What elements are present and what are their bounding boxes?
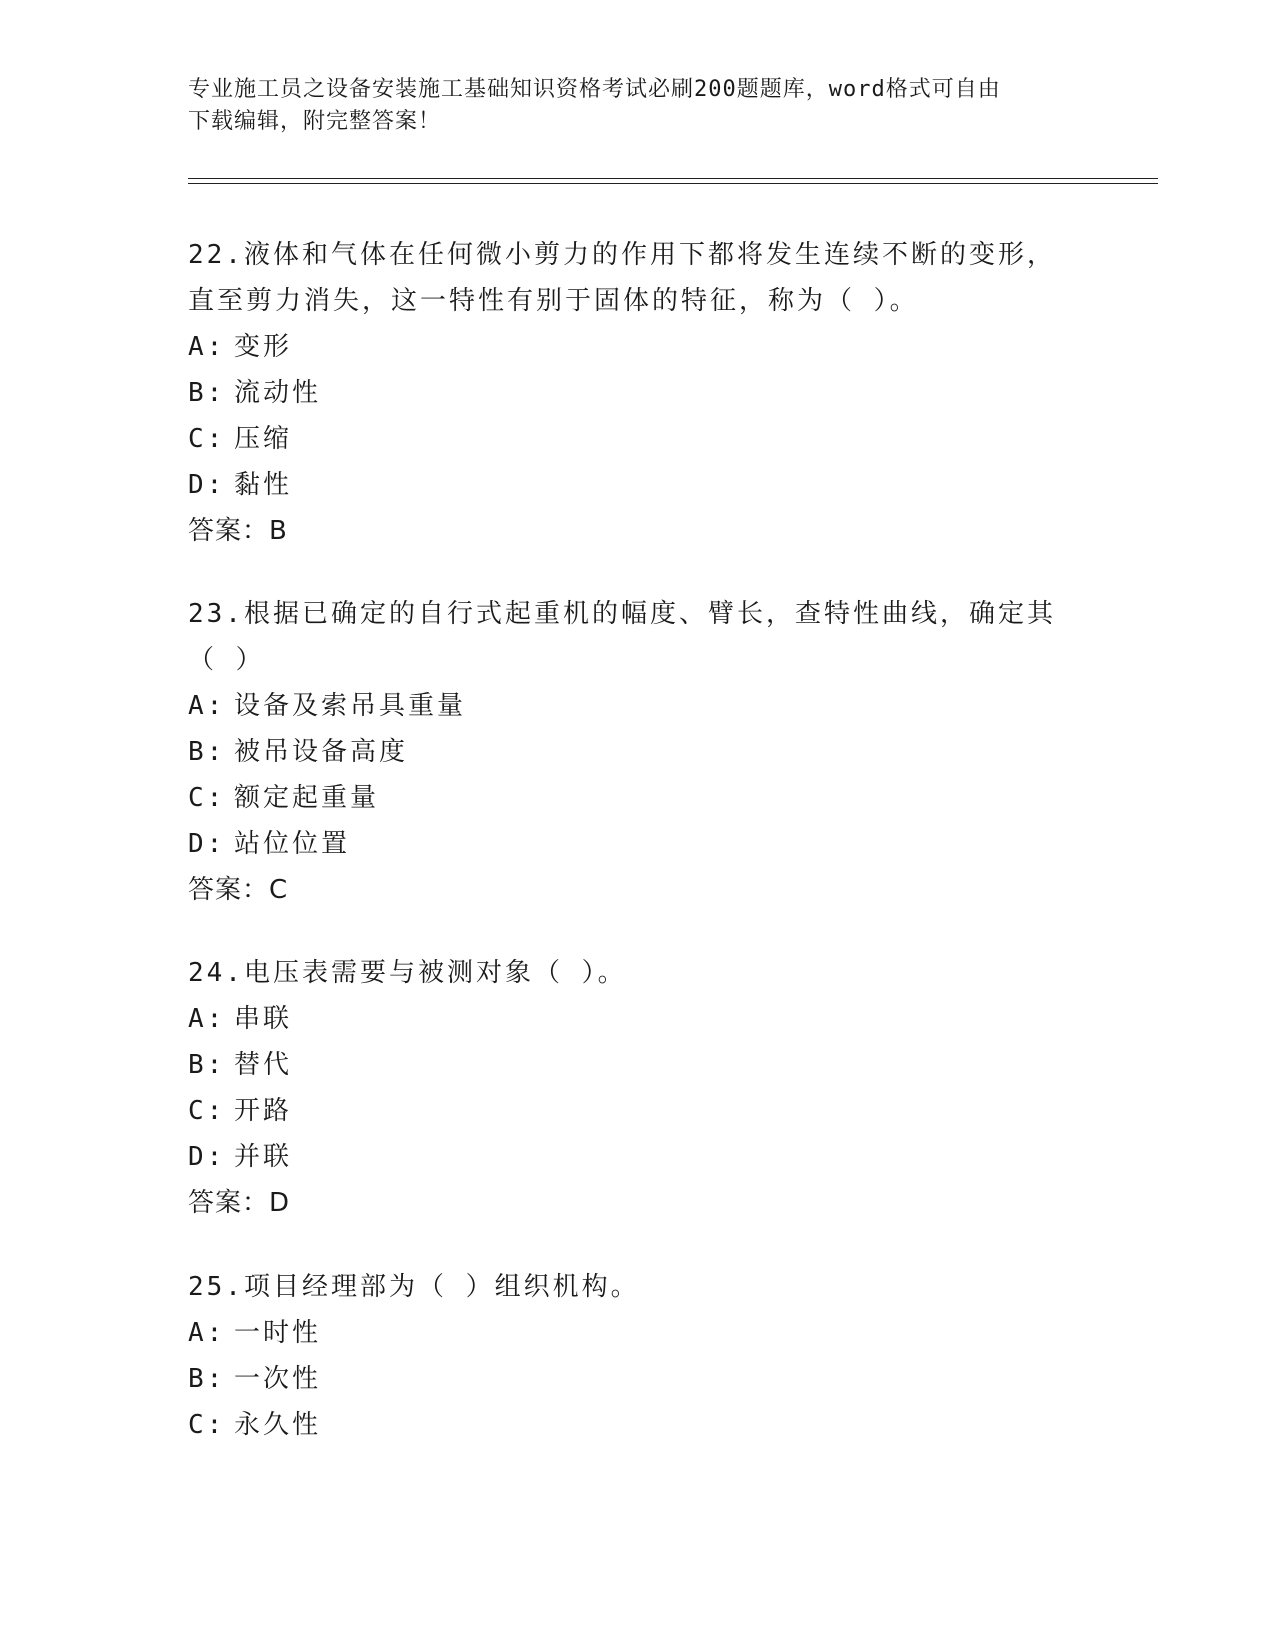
option-text: 额定起重量 <box>234 783 380 813</box>
option-letter: D: <box>188 829 226 859</box>
question-text: 25.项目经理部为（ ）组织机构。 <box>188 1272 640 1302</box>
header-divider-top <box>188 178 1158 179</box>
option-d <box>188 462 1088 508</box>
option-letter: C: <box>188 1410 226 1440</box>
option-letter: B: <box>188 1050 226 1080</box>
option-letter: C: <box>188 783 226 813</box>
option-letter: D: <box>188 1142 226 1172</box>
option-letter: B: <box>188 737 226 767</box>
option-a <box>188 324 1088 370</box>
option-text: 黏性 <box>234 470 293 500</box>
option-letter: A: <box>188 1318 226 1348</box>
option-c <box>188 416 1088 462</box>
option-text: 永久性 <box>234 1410 322 1440</box>
option-letter: A: <box>188 691 226 721</box>
option-d <box>188 1134 1088 1180</box>
option-text: 变形 <box>234 332 293 362</box>
header-line-1: 专业施工员之设备安装施工基础知识资格考试必刷200题题库，word格式可自由 <box>188 77 1001 102</box>
option-b <box>188 729 1088 775</box>
option-letter: B: <box>188 1364 226 1394</box>
option-text: 设备及索吊具重量 <box>234 691 467 721</box>
option-b <box>188 1356 1088 1402</box>
document-header <box>188 74 1088 138</box>
option-a <box>188 1310 1088 1356</box>
question-22 <box>188 232 1088 554</box>
question-text: 23.根据已确定的自行式起重机的幅度、臂长，查特性曲线，确定其（ ） <box>188 599 1056 675</box>
question-25 <box>188 1264 1088 1448</box>
option-text: 被吊设备高度 <box>234 737 409 767</box>
option-text: 流动性 <box>234 378 322 408</box>
answer-text: 答案：C <box>188 875 289 905</box>
option-b <box>188 370 1088 416</box>
option-letter: D: <box>188 470 226 500</box>
answer-text: 答案：D <box>188 1188 291 1218</box>
option-text: 压缩 <box>234 424 293 454</box>
option-a <box>188 996 1088 1042</box>
option-text: 串联 <box>234 1004 293 1034</box>
option-letter: A: <box>188 1004 226 1034</box>
option-text: 开路 <box>234 1096 293 1126</box>
option-letter: C: <box>188 424 226 454</box>
option-text: 站位位置 <box>234 829 351 859</box>
option-text: 一次性 <box>234 1364 322 1394</box>
option-letter: C: <box>188 1096 226 1126</box>
option-c <box>188 1088 1088 1134</box>
question-text: 22.液体和气体在任何微小剪力的作用下都将发生连续不断的变形，直至剪力消失，这一特性有别于固体的特征，称为（ ）。 <box>188 240 1056 316</box>
question-text: 24.电压表需要与被测对象（ ）。 <box>188 958 627 988</box>
option-letter: A: <box>188 332 226 362</box>
answer-text: 答案：B <box>188 516 288 546</box>
question-24 <box>188 950 1088 1226</box>
header-divider-bottom <box>188 183 1158 184</box>
option-b <box>188 1042 1088 1088</box>
option-c <box>188 775 1088 821</box>
option-text: 替代 <box>234 1050 293 1080</box>
option-letter: B: <box>188 378 226 408</box>
option-text: 一时性 <box>234 1318 322 1348</box>
option-d <box>188 821 1088 867</box>
question-23 <box>188 591 1088 913</box>
header-line-2: 下载编辑，附完整答案！ <box>188 109 442 134</box>
option-a <box>188 683 1088 729</box>
option-text: 并联 <box>234 1142 293 1172</box>
option-c <box>188 1402 1088 1448</box>
